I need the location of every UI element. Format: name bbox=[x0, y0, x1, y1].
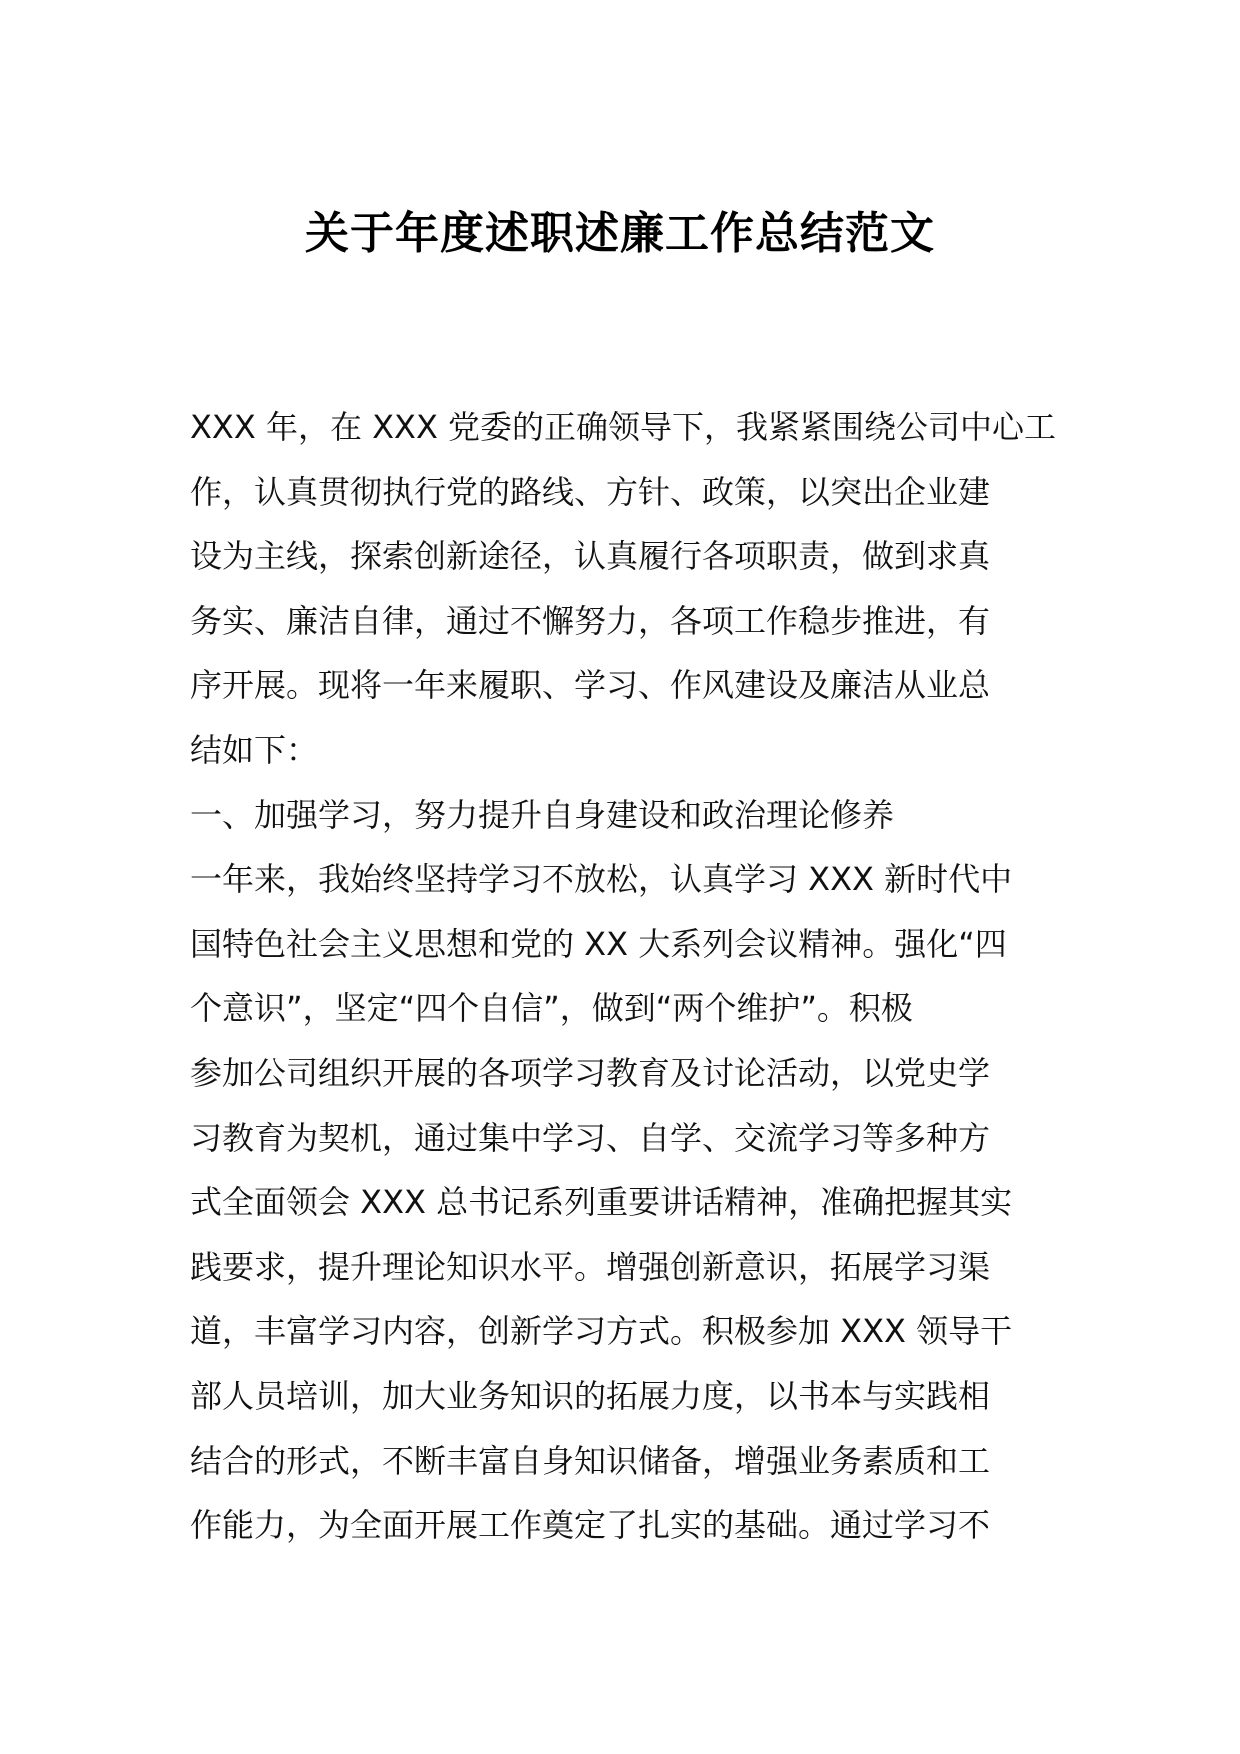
body-line: 国特色社会主义思想和党的 XX 大系列会议精神。强化“四 bbox=[190, 924, 1007, 963]
body-line: 一年来，我始终坚持学习不放松，认真学习 XXX 新时代中 bbox=[190, 860, 1013, 899]
body-line: 式全面领会 XXX 总书记系列重要讲话精神，准确把握其实 bbox=[190, 1183, 1013, 1222]
body-line: 部人员培训，加大业务知识的拓展力度，以书本与实践相 bbox=[190, 1376, 991, 1415]
body-line: 序开展。现将一年来履职、学习、作风建设及廉洁从业总 bbox=[190, 666, 991, 705]
document-title: 关于年度述职述廉工作总结范文 bbox=[305, 208, 935, 259]
body-line: XXX 年，在 XXX 党委的正确领导下，我紧紧围绕公司中心工 bbox=[190, 408, 1056, 446]
section-heading: 一、加强学习，努力提升自身建设和政治理论修养 bbox=[190, 795, 895, 834]
body-line: 个意识”，坚定“四个自信”，做到“两个维护”。积极 bbox=[190, 989, 913, 1028]
body-line: 结如下： bbox=[190, 730, 319, 769]
body-line: 习教育为契机，通过集中学习、自学、交流学习等多种方 bbox=[190, 1118, 991, 1157]
body-line: 设为主线，探索创新途径，认真履行各项职责，做到求真 bbox=[190, 537, 991, 576]
body-line: 践要求，提升理论知识水平。增强创新意识，拓展学习渠 bbox=[190, 1247, 991, 1286]
body-line: 作，认真贯彻执行党的路线、方针、政策，以突出企业建 bbox=[190, 472, 991, 511]
body-line: 务实、廉洁自律，通过不懈努力，各项工作稳步推进，有 bbox=[190, 601, 991, 640]
body-line: 结合的形式，不断丰富自身知识储备，增强业务素质和工 bbox=[190, 1441, 991, 1480]
body-line: 道，丰富学习内容，创新学习方式。积极参加 XXX 领导干 bbox=[190, 1312, 1013, 1351]
document-body bbox=[190, 395, 1056, 1558]
body-line: 参加公司组织开展的各项学习教育及讨论活动，以党史学 bbox=[190, 1053, 991, 1092]
body-line: 作能力，为全面开展工作奠定了扎实的基础。通过学习不 bbox=[190, 1506, 991, 1545]
